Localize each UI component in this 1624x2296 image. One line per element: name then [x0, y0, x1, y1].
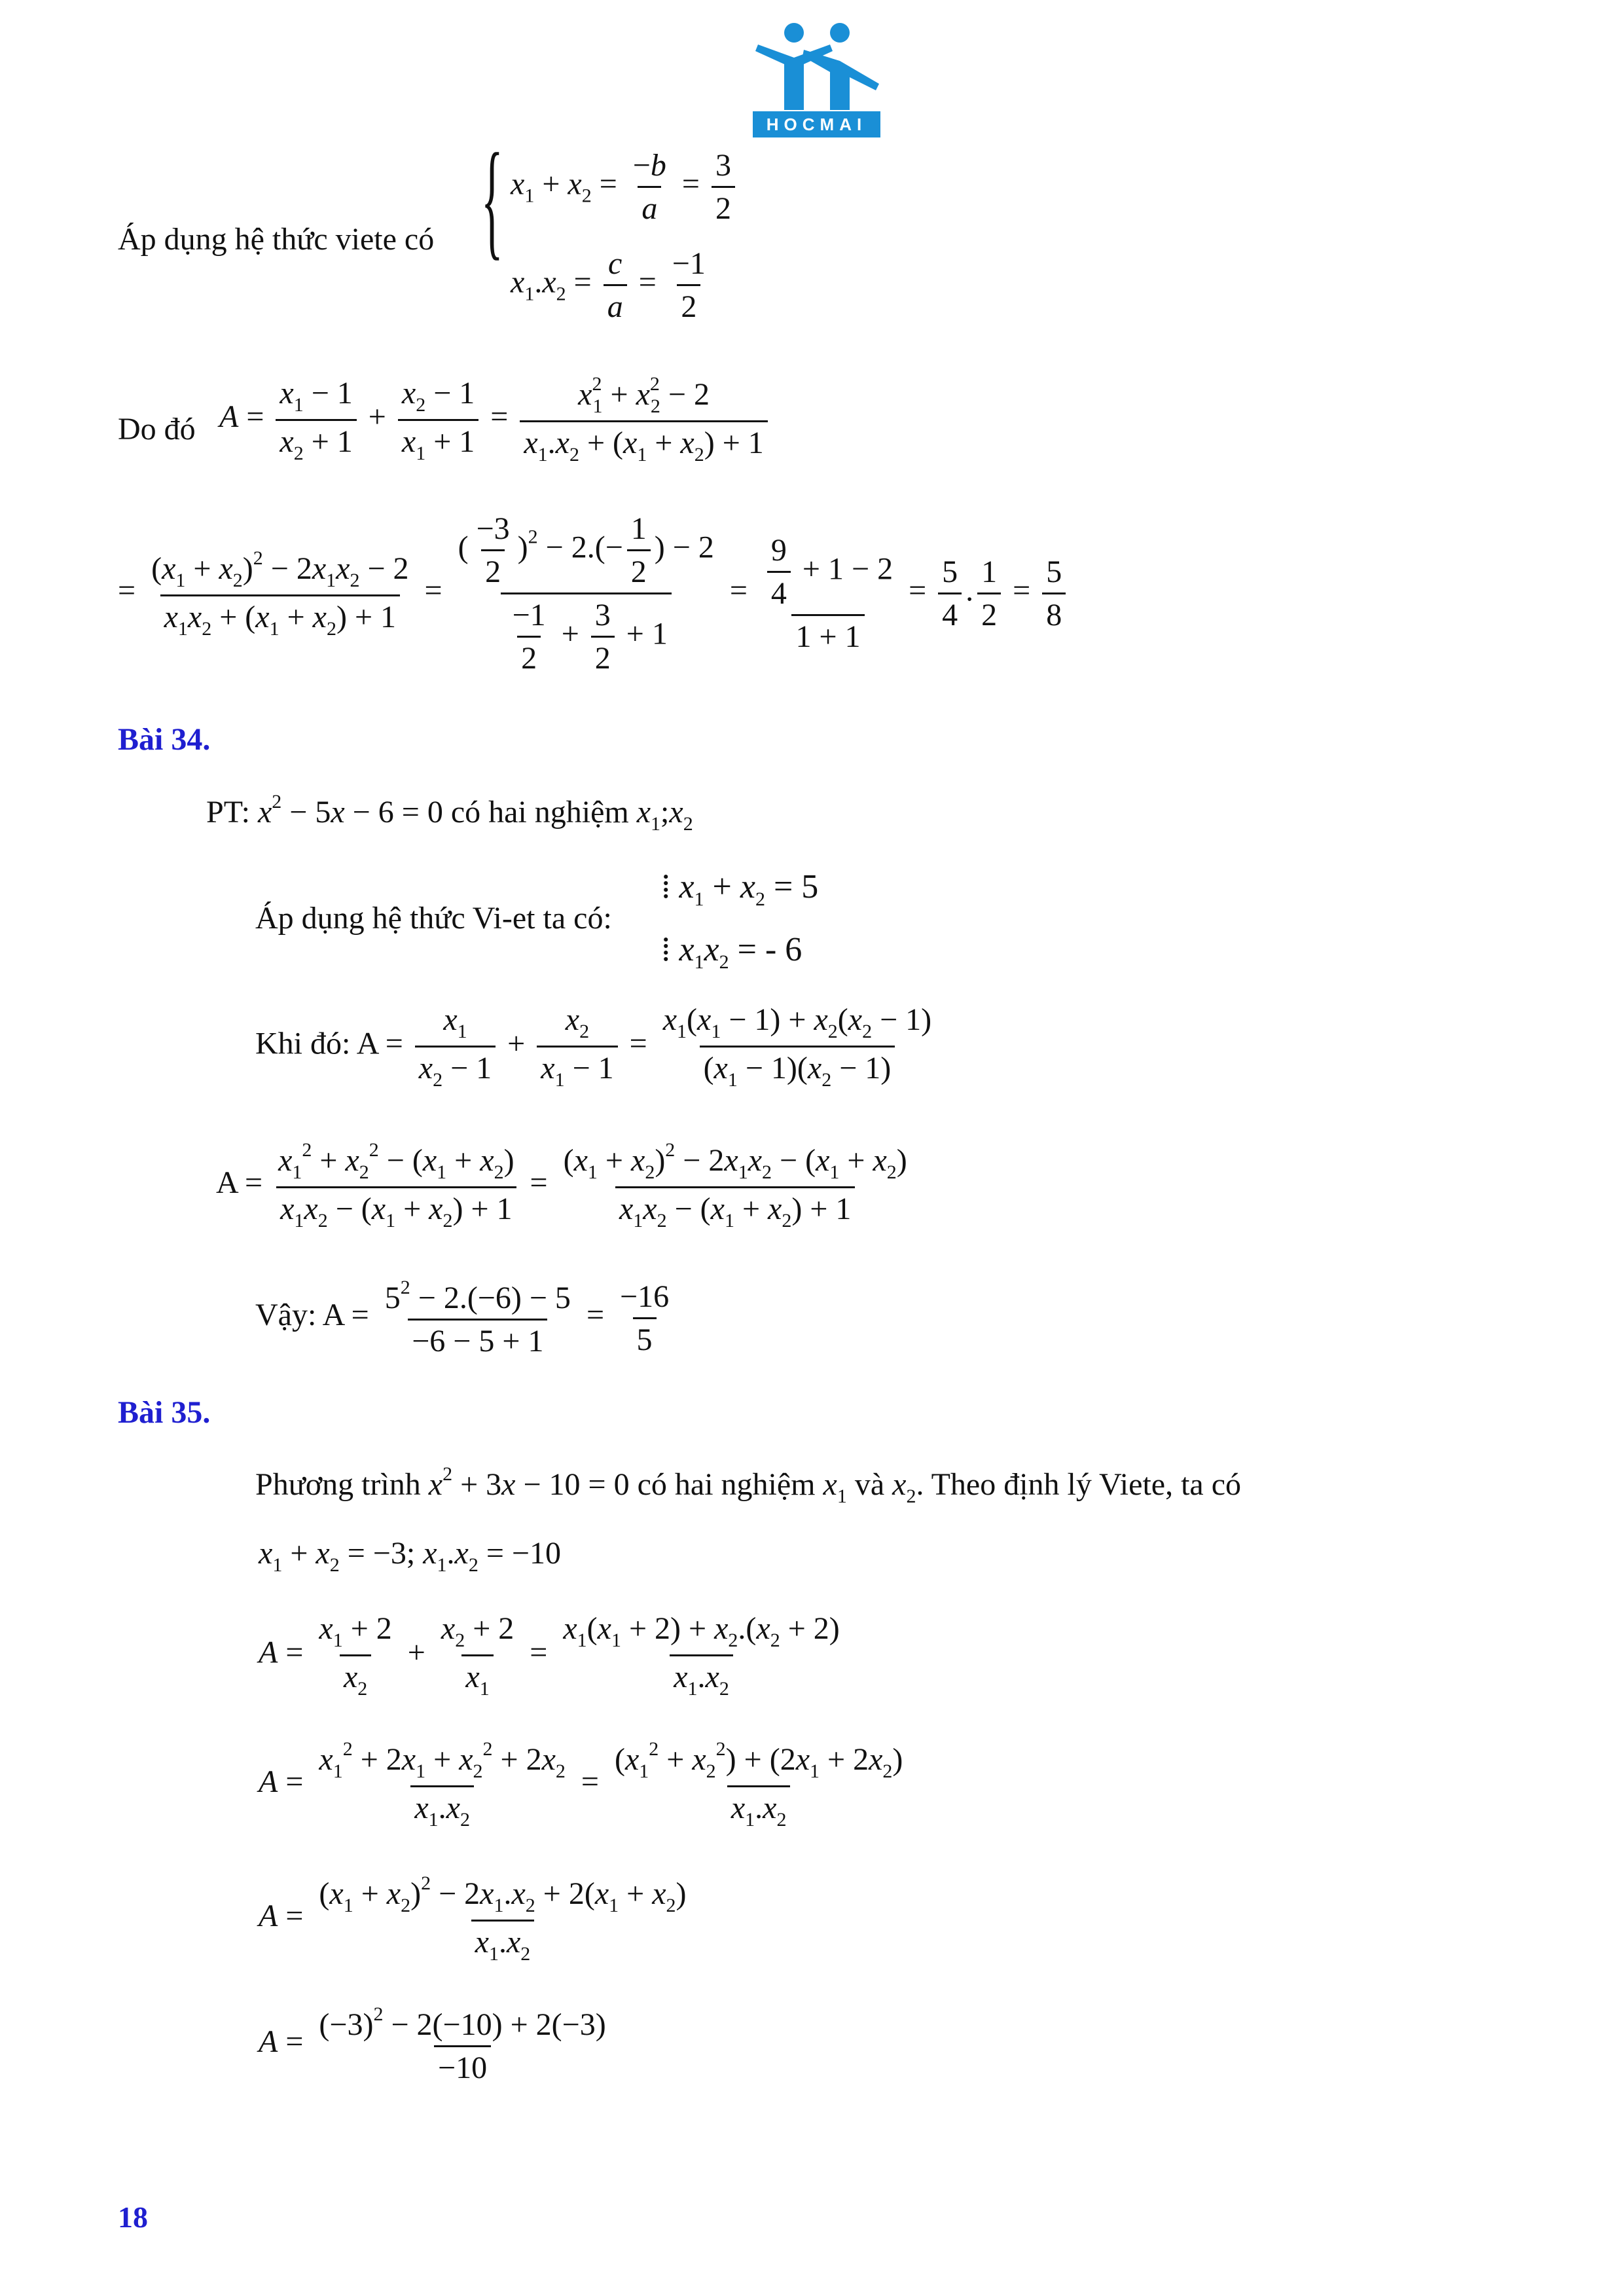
viete-35: $x_1 + x_2 = -3$; $x_1.x_2 = -10$ — [259, 1536, 561, 1576]
bai-35-statement: Phương trình $x^2 + 3x - 10 = 0$ có hai nghiệm $x_1$ và $x_2$. Theo định lý Viete, ta có — [255, 1463, 1242, 1507]
formula-a-chain: = $\frac{(x_1 + x_2)^2 - 2x_1x_2 - 2}{x_1x_2 + (x_1 + x_2) + 1}$ = ( $\frac{-3}{2}$ )$^2$ − 2.(− $\frac{1}{2}$ ) − 2 $\frac{-1}{2}$ + $\frac{3}{2}$ + 1 = $\frac{9}{4}$ + 1 − 2 1 + 1 = $\frac{5}{4}$ . $\frac{1}{2}$ = $\frac{5}{8}$ — [118, 511, 1070, 676]
formula-a-intro: A = $\frac{x_1 - 1}{x_2 + 1}$ + $\frac{x_2 - 1}{x_1 + 1}$ = $\frac{x^2_1 + x^2_2 - 2}{x_1.x_2 + (x_1 + x_2) + 1}$ — [219, 373, 772, 466]
a-step1-35: A = $\frac{x_1 + 2}{x_2}$ + $\frac{x_2 + 2}{x_1}$ = $\frac{x_1(x_1 + 2) + x_2.(x_2 + 2)}{x_1.x_2}$ — [259, 1611, 840, 1700]
a-expansion-34: A = $\frac{x_1^2 + x_2^2 - (x_1 + x_2)}{x_1x_2 - (x_1 + x_2) + 1}$ = $\frac{(x_1 + x_2)^2 - 2x_1x_2 - (x_1 + x_2)}{x_1x_2 - (x_1 + x_2) + 1}$ — [216, 1139, 907, 1231]
bai-34-title: Bài 34. — [118, 722, 211, 757]
co-hai-nghiem-label: có hai nghiệm — [637, 1467, 816, 1502]
pt-tail: có hai nghiệm — [450, 795, 629, 829]
viete-sum: $x_1 + x_2$ = $\frac{-b}{a}$ = $\frac{3}{2}$ — [511, 147, 739, 227]
page-number: 18 — [118, 2200, 148, 2234]
a-step4-35: A = $\frac{(-3)^2 - 2(-10) + 2(-3)}{-10}$ — [259, 2003, 606, 2085]
a-label: A = — [216, 1165, 263, 1201]
khi-do-label: Khi đó: A = — [255, 1026, 403, 1061]
a-step2-35: A = $\frac{x_1^2 + 2x_1 + x_2^2 + 2x_2}{x_1.x_2}$ = $\frac{(x_1^2 + x_2^2) + (2x_1 + 2x_2)}{x_1.x_2}$ — [259, 1738, 903, 1831]
khi-do-formula: Khi đó: A = $\frac{x_1}{x_2 - 1}$ + $\frac{x_2}{x_1 - 1}$ = $\frac{x_1(x_1 - 1) + x_2(x_2 - 1)}{(x_1 - 1)(x_2 - 1)}$ — [255, 1002, 932, 1091]
a-step3-35: A = $\frac{(x_1 + x_2)^2 - 2x_1.x_2 + 2(x_1 + x_2)}{x_1.x_2}$ — [259, 1872, 687, 1965]
bai-34-equation: PT: $x^2 - 5x - 6 = 0$ có hai nghiệm $x_1;x_2$ — [206, 791, 693, 835]
viet-label: Áp dụng hệ thức Vi-et ta có: — [255, 901, 612, 936]
theo-dinh-ly-label: . Theo định lý Viete, ta có — [916, 1467, 1242, 1502]
viete-label: Áp dụng hệ thức viete có — [118, 222, 435, 257]
hocmai-logo-text: HOCMAI — [753, 111, 880, 137]
vay-result-34: Vậy: A = $\frac{5^2 - 2.(-6) - 5}{-6 - 5 + 1}$ = $\frac{-16}{5}$ — [255, 1277, 670, 1358]
pt-label: PT: — [206, 795, 250, 829]
brace: { — [481, 127, 503, 272]
viete-product: $x_1.x_2$ = $\frac{c}{a}$ = $\frac{-1}{2}$ — [511, 246, 706, 324]
phuong-trinh-label: Phương trình — [255, 1467, 421, 1502]
vay-label: Vậy: A = — [255, 1298, 369, 1333]
do-do-label: Do đó — [118, 412, 196, 446]
bai-35-title: Bài 35. — [118, 1395, 211, 1430]
viet-system-34: ⁞ $x_1 + x_2 = 5$ ⁞ $x_1x_2$ = - 6 — [661, 868, 819, 973]
va-label: và — [854, 1467, 885, 1502]
